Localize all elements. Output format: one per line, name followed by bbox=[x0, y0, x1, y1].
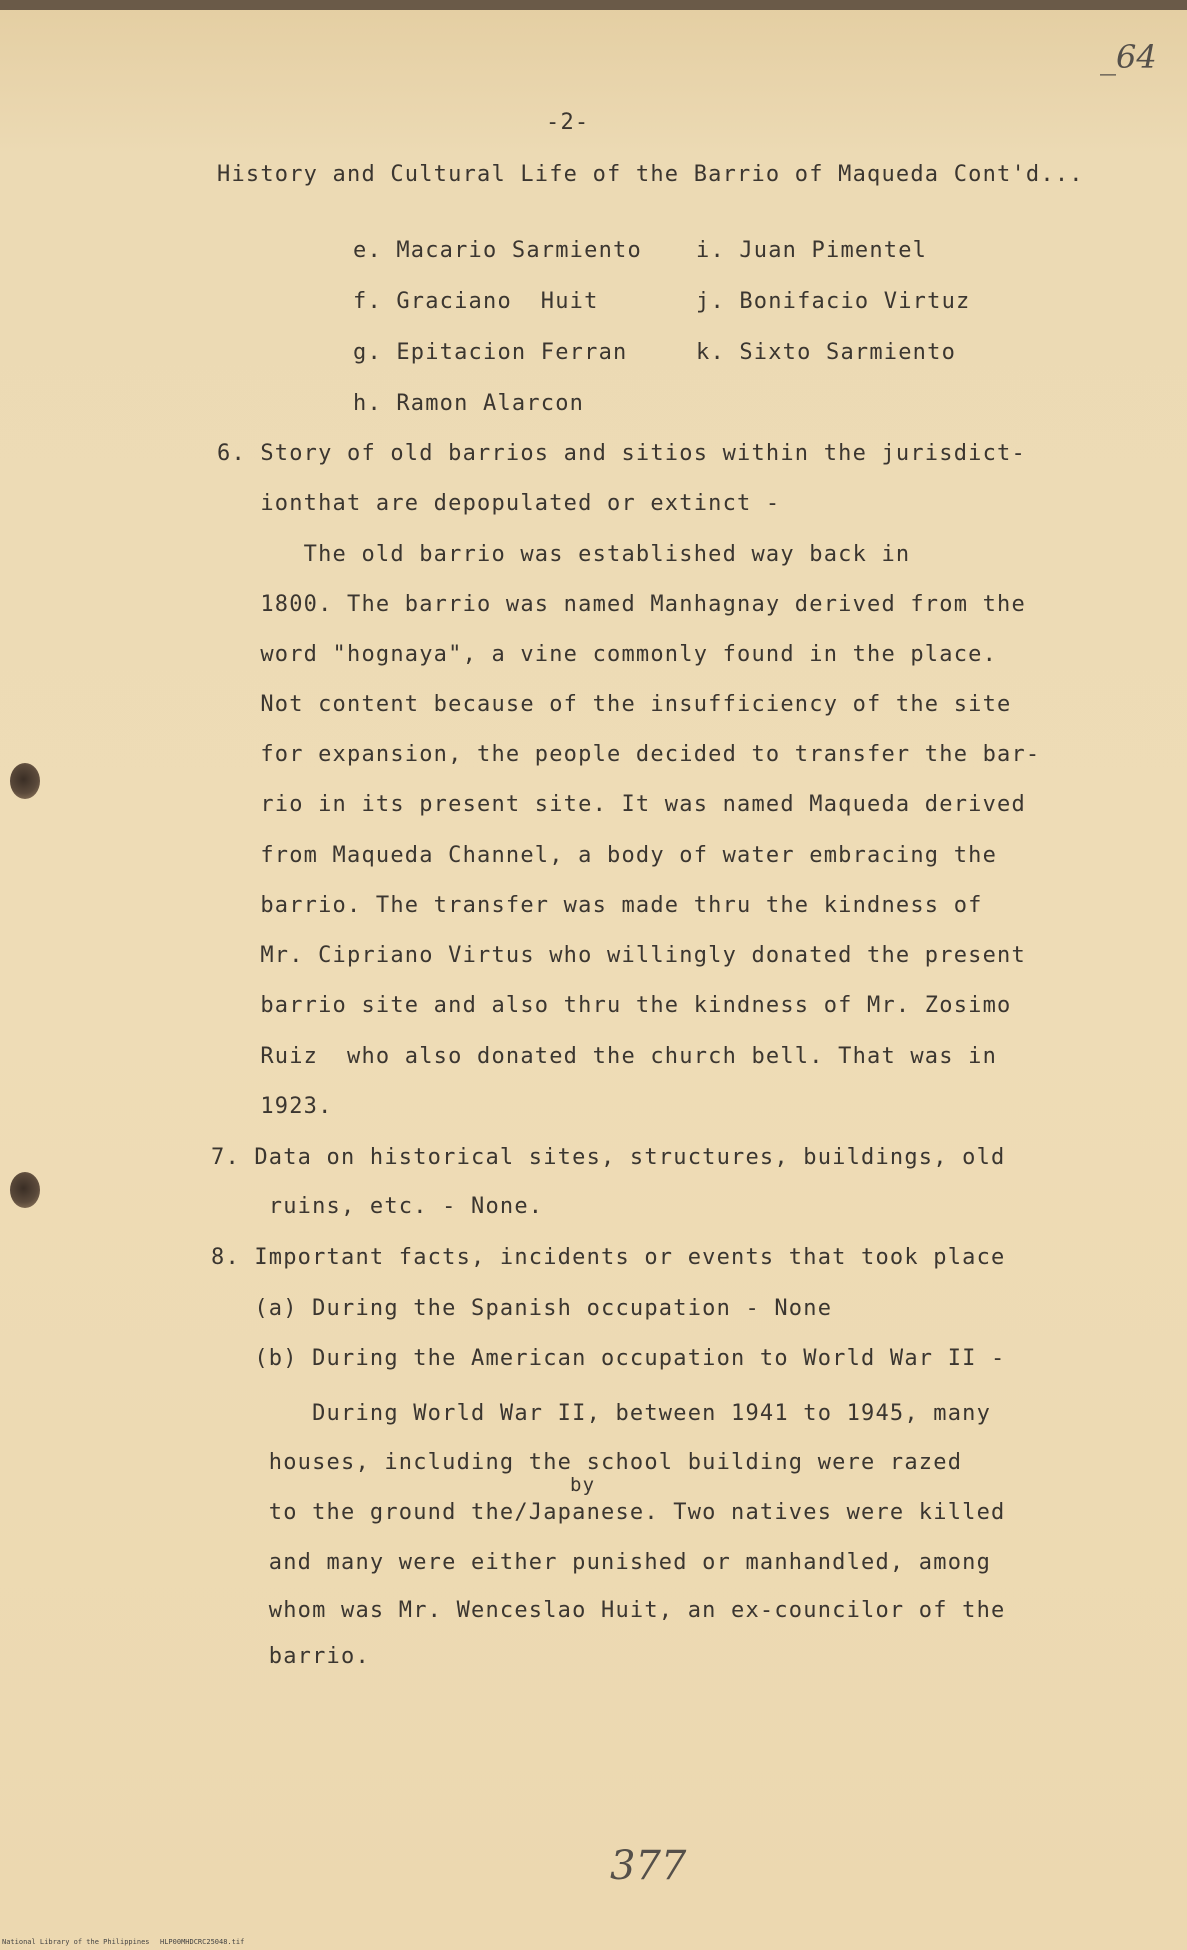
text-line: Not content because of the insufficiency of the site bbox=[217, 692, 1012, 717]
text-line: and many were either punished or manhandled, among bbox=[211, 1550, 992, 1575]
text-line: 1923. bbox=[217, 1094, 333, 1119]
text-line: to the ground the/Japanese. Two natives were killed bbox=[211, 1500, 1006, 1525]
handwritten-archive-number: 377 bbox=[610, 1843, 687, 1889]
text-line: houses, including the school building were razed bbox=[211, 1450, 963, 1475]
handwritten-page-number: _64 bbox=[1100, 38, 1157, 76]
list-item: k. Sixto Sarmiento bbox=[696, 340, 957, 365]
punch-hole-lower bbox=[10, 1172, 40, 1208]
handwritten-insertion: by bbox=[570, 1474, 596, 1496]
text-line: rio in its present site. It was named Maqueda derived bbox=[217, 792, 1026, 817]
text-line: 7. Data on historical sites, structures, buildings, old bbox=[211, 1145, 1006, 1170]
list-item: f. Graciano Huit bbox=[353, 289, 599, 314]
text-line: Ruiz who also donated the church bell. That was in bbox=[217, 1044, 998, 1069]
text-line: barrio. The transfer was made thru the kindness of bbox=[217, 893, 983, 918]
text-line: 8. Important facts, incidents or events that took place bbox=[211, 1245, 1006, 1270]
list-item: h. Ramon Alarcon bbox=[353, 391, 585, 416]
text-line: The old barrio was established way back in bbox=[217, 542, 911, 567]
text-line: During World War II, between 1941 to 1945, many bbox=[211, 1401, 992, 1426]
punch-hole-upper bbox=[10, 763, 40, 799]
text-line: word "hognaya", a vine commonly found in the place. bbox=[217, 642, 998, 667]
text-line: (a) During the Spanish occupation - None bbox=[211, 1296, 833, 1321]
text-line: ionthat are depopulated or extinct - bbox=[217, 491, 781, 516]
list-item: i. Juan Pimentel bbox=[696, 238, 928, 263]
text-line: barrio. bbox=[211, 1644, 370, 1669]
footer-library-name: National Library of the Philippines bbox=[2, 1938, 150, 1946]
text-line: from Maqueda Channel, a body of water embracing the bbox=[217, 843, 998, 868]
list-item: e. Macario Sarmiento bbox=[353, 238, 642, 263]
text-line: whom was Mr. Wenceslao Huit, an ex-councilor of the bbox=[211, 1598, 1006, 1623]
text-line: Mr. Cipriano Virtus who willingly donated the present bbox=[217, 943, 1026, 968]
text-line: (b) During the American occupation to World War II - bbox=[211, 1346, 1006, 1371]
footer-file-name: HLP00MHDCRC25048.tif bbox=[160, 1938, 245, 1946]
list-item: g. Epitacion Ferran bbox=[353, 340, 628, 365]
document-heading: History and Cultural Life of the Barrio of Maqueda Cont'd... bbox=[217, 162, 1084, 187]
text-line: 6. Story of old barrios and sitios within the jurisdict- bbox=[217, 441, 1026, 466]
text-line: ruins, etc. - None. bbox=[211, 1194, 544, 1219]
text-line: for expansion, the people decided to transfer the bar- bbox=[217, 742, 1041, 767]
list-item: j. Bonifacio Virtuz bbox=[696, 289, 971, 314]
scan-edge bbox=[0, 0, 1187, 10]
page-number: -2- bbox=[546, 110, 590, 135]
text-line: 1800. The barrio was named Manhagnay derived from the bbox=[217, 592, 1026, 617]
text-line: barrio site and also thru the kindness of Mr. Zosimo bbox=[217, 993, 1012, 1018]
